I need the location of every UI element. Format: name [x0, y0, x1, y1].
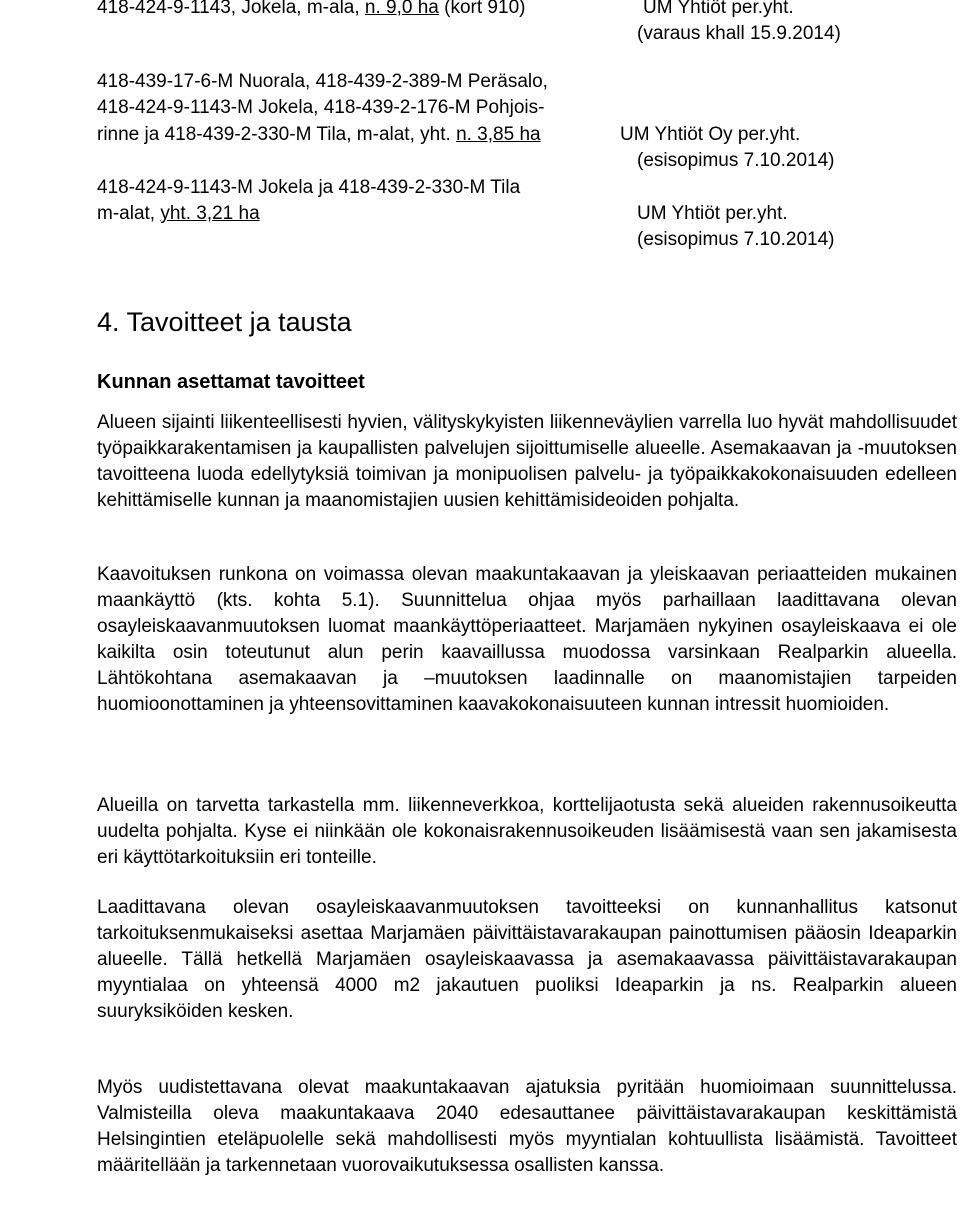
record-1-owner: UM Yhtiöt per.yht. [643, 0, 794, 18]
record-2-line-2 [97, 96, 544, 120]
paragraph-2: Kaavoituksen runkona on voimassa olevan maakuntakaavan ja yleiskaavan periaatteiden mukainen maankäyttö (kts. kohta 5.1). Suunnittelua ohjaa myös parhaillaan laadittavana olevan osayleiskaavanmuutoksen luomat maankäyttöperiaatteet. Marjamäen nykyinen osayleiskaava ei ole kaikilta osin toteutunut alun perin kaavaillussa muodossa varsinkaan Realparkin alueella. Lähtökohtana asemakaavan ja –muutoksen laadinnalle on maanomistajien tarpeiden huomioonottaminen ja yhteensovittaminen kaavakokonaisuuteen kunnan intressit huomioiden. [97, 564, 957, 715]
record-3-note: (esisopimus 7.10.2014) [637, 229, 835, 250]
area-value: n. 3,85 ha [456, 124, 541, 145]
record-2-line-3 [97, 123, 541, 147]
record-text: 418-439-17-6-M Nuorala, 418-439-2-389-M Peräsalo, [97, 71, 548, 92]
record-3-line-2 [97, 202, 260, 226]
record-2-note: (esisopimus 7.10.2014) [637, 150, 835, 171]
record-1-note: (varaus khall 15.9.2014) [637, 23, 841, 44]
section-subheading: Kunnan asettamat tavoitteet [97, 371, 365, 393]
record-1-line-1 [97, 0, 525, 20]
record-text: m-alat, [97, 203, 161, 224]
paragraph-3: Alueilla on tarvetta tarkastella mm. liikenneverkkoa, korttelijaotusta sekä alueiden rakennusoikeutta uudelta pohjalta. Kyse ei niinkään ole kokonaisrakennusoikeuden lisäämisestä vaan sen jakamisesta eri käyttötarkoituksiin eri tonteille. [97, 795, 957, 868]
paragraph-4: Laadittavana olevan osayleiskaavanmuutoksen tavoitteeksi on kunnanhallitus katsonut tarkoituksenmukaiseksi asettaa Marjamäen päivittäistavarakaupan painottumisen pääosin Ideaparkin alueelle. Tällä hetkellä Marjamäen osayleiskaavassa ja asemakaavassa päivittäistavarakaupan myyntialaa on yhteensä 4000 m2 jakautuen puoliksi Ideaparkin ja ns. Realparkin alueen suuryksiköiden kesken. [97, 897, 957, 1022]
record-text: (kort 910) [438, 0, 526, 18]
record-2-owner: UM Yhtiöt Oy per.yht. [620, 124, 801, 145]
record-3-owner: UM Yhtiöt per.yht. [637, 203, 788, 224]
record-text: 418-424-9-1143-M Jokela ja 418-439-2-330-M Tila [97, 177, 521, 198]
record-2-line-1 [97, 70, 548, 94]
record-text: 418-424-9-1143, Jokela, m-ala, [97, 0, 365, 18]
record-3-line-1 [97, 176, 520, 200]
record-text: rinne ja 418-439-2-330-M Tila, m-alat, yht. [97, 124, 457, 145]
record-text: 418-424-9-1143-M Jokela, 418-439-2-176-M Pohjois- [97, 97, 545, 118]
paragraph-1: Alueen sijainti liikenteellisesti hyvien, välityskykyisten liikenneväylien varrella luo hyvät mahdollisuudet työpaikkarakentamisen ja kaupallisten palvelujen sijoittumiselle alueelle. Asemakaavan ja -muutoksen tavoitteena luoda edellytyksiä toimivan ja monipuolisen palvelu- ja työpaikkakokonaisuuden edelleen kehittämiselle kunnan ja maanomistajien uusien kehittämisideoiden pohjalta. [97, 412, 957, 511]
area-value: yht. 3,21 ha [160, 203, 260, 224]
area-value: n. 9,0 ha [364, 0, 439, 18]
paragraph-5: Myös uudistettavana olevat maakuntakaavan ajatuksia pyritään huomioimaan suunnittelussa. Valmisteilla oleva maakuntakaava 2040 edesauttanee päivittäistavarakaupan keskittämistä Helsingintien eteläpuolelle sekä mahdollisesti myös myyntialan kohtuullista lisäämistä. Tavoitteet määritellään ja tarkennetaan vuorovaikutuksessa osallisten kanssa. [97, 1077, 957, 1176]
section-heading: 4. Tavoitteet ja tausta [97, 307, 352, 337]
